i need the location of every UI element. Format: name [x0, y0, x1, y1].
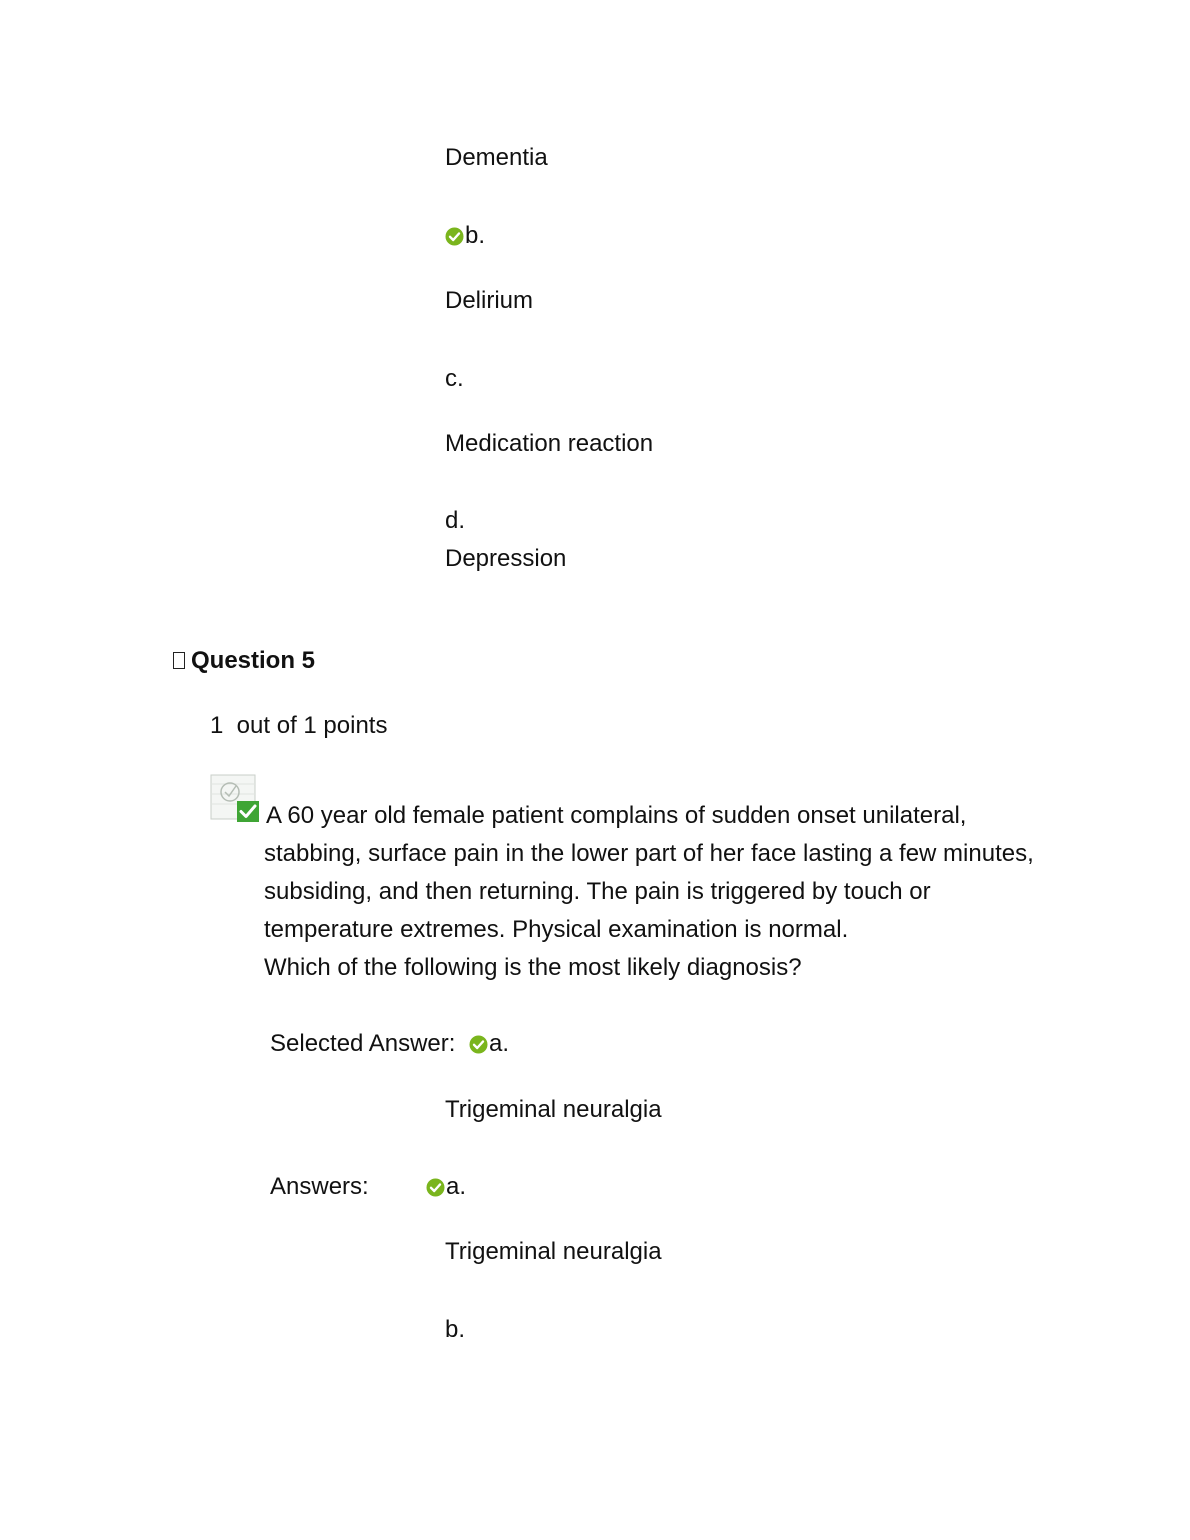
option-text-medication-reaction: Medication reaction: [445, 430, 654, 457]
question-marker-icon: [173, 652, 185, 669]
question-text: [264, 797, 1094, 987]
correct-check-icon: [469, 1035, 488, 1054]
option-text-delirium: Delirium: [445, 287, 534, 314]
question-score: 1 out of 1 points: [210, 712, 388, 739]
question-title: Question 5: [191, 647, 316, 674]
correct-check-icon: [445, 227, 464, 246]
selected-answer-label: Selected Answer:: [270, 1030, 456, 1057]
answer-letter: a.: [446, 1173, 467, 1200]
selected-answer-letter: a.: [489, 1030, 510, 1057]
answers-label: Answers:: [270, 1173, 369, 1200]
question-5-heading: [173, 646, 315, 676]
option-text-depression: Depression: [445, 545, 567, 572]
graded-correct-icon: [210, 774, 260, 824]
option-letter: b.: [465, 222, 486, 249]
option-text-dementia: Dementia: [445, 144, 548, 171]
answer-a-row: [426, 1172, 466, 1202]
question-text-line: Which of the following is the most likely diagnosis?: [264, 954, 802, 981]
selected-answer-row: [469, 1029, 509, 1059]
option-letter-c: c.: [445, 365, 464, 392]
question-text-line: subsiding, and then returning. The pain is triggered by touch or: [264, 878, 931, 905]
selected-answer-text: Trigeminal neuralgia: [445, 1096, 662, 1123]
correct-check-icon: [426, 1178, 445, 1197]
answer-letter-b: b.: [445, 1316, 466, 1343]
option-b-row: [445, 221, 485, 251]
question-text-line: temperature extremes. Physical examination is normal.: [264, 916, 849, 943]
question-text-line: stabbing, surface pain in the lower part of her face lasting a few minutes,: [264, 840, 1034, 867]
answer-text: Trigeminal neuralgia: [445, 1238, 662, 1265]
question-text-line: A 60 year old female patient complains of sudden onset unilateral,: [266, 802, 967, 829]
option-letter-d: d.: [445, 507, 466, 534]
